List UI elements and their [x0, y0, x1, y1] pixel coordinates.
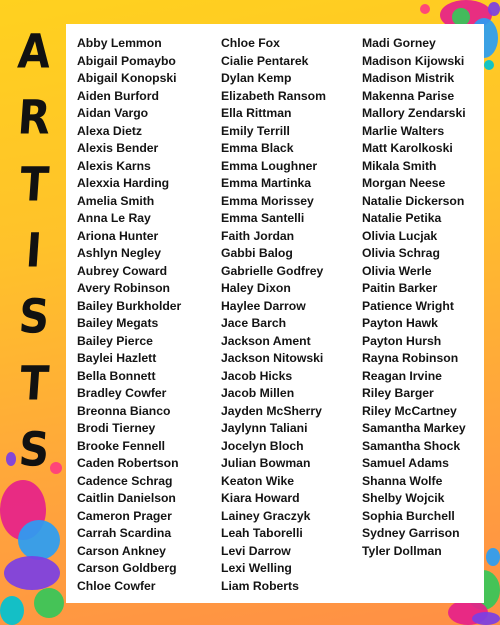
artist-name: Alexis Karns: [77, 158, 151, 173]
artist-name: Lexi Welling: [221, 561, 292, 575]
artist-name: Jackson Nitowski: [221, 351, 324, 365]
artist-name: Avery Robinson: [77, 281, 171, 295]
artist-name: Natalie Dickerson: [362, 193, 465, 208]
title-letter: I: [24, 222, 44, 278]
artist-name: Alexa Dietz: [77, 123, 143, 138]
artists-title: [12, 26, 56, 476]
names-column-2: [221, 35, 326, 595]
artist-name: Abigail Konopski: [77, 71, 177, 85]
artist-name: Abigail Pomaybo: [77, 53, 176, 68]
artist-name: Olivia Lucjak: [362, 228, 438, 243]
artist-name: Emma Martinka: [221, 176, 312, 190]
artist-name: Riley McCartney: [362, 403, 457, 418]
artist-name: Jacob Millen: [221, 386, 295, 400]
artist-name: Ella Rittman: [221, 106, 292, 120]
artist-name: Paitin Barker: [362, 281, 438, 295]
artist-name: Caitlin Danielson: [77, 491, 176, 505]
artist-name: Sydney Garrison: [362, 526, 460, 540]
artist-name: Faith Jordan: [221, 228, 295, 243]
artist-name: Bradley Cowfer: [77, 386, 167, 400]
artist-name: Julian Bowman: [221, 456, 311, 470]
artist-name: Payton Hawk: [362, 316, 438, 330]
artist-name: Baylei Hazlett: [77, 351, 157, 365]
artist-name: Emily Terrill: [221, 123, 290, 138]
title-letter: S: [16, 421, 52, 477]
artist-name: Samantha Shock: [362, 438, 461, 453]
artist-name: Tyler Dollman: [362, 543, 442, 558]
artist-name: Mallory Zendarski: [362, 106, 466, 120]
artist-name: Madison Kijowski: [362, 53, 465, 68]
artist-name: Levi Darrow: [221, 543, 291, 558]
artist-name: Aidan Vargo: [77, 106, 149, 120]
artist-name: Emma Loughner: [221, 158, 318, 173]
artist-name: Patience Wright: [362, 298, 454, 313]
artist-name: Elizabeth Ransom: [221, 88, 326, 103]
artist-name: Amelia Smith: [77, 193, 155, 208]
title-letter: R: [15, 90, 53, 146]
artist-name: Carrah Scardina: [77, 526, 172, 540]
artist-name: Cameron Prager: [77, 508, 172, 523]
artist-name: Morgan Neese: [362, 176, 446, 190]
artist-name: Abby Lemmon: [77, 36, 162, 50]
artist-name: Brodi Tierney: [77, 421, 156, 435]
artist-name: Dylan Kemp: [221, 71, 292, 85]
artist-name: Jayden McSherry: [221, 403, 322, 418]
artist-name: Liam Roberts: [221, 578, 299, 593]
artist-name: Jaylynn Taliani: [221, 421, 308, 435]
title-letter: A: [15, 24, 53, 79]
title-letter: T: [17, 355, 51, 411]
names-column-1: [77, 35, 181, 595]
artist-name: Shanna Wolfe: [362, 473, 443, 488]
artist-name: Marlie Walters: [362, 123, 445, 138]
artist-name: Samuel Adams: [362, 456, 449, 470]
artist-name: Breonna Bianco: [77, 403, 171, 418]
artist-name: Keaton Wike: [221, 473, 295, 488]
artist-name: Shelby Wojcik: [362, 491, 445, 505]
artist-name: Carson Goldberg: [77, 561, 177, 575]
artist-name: Emma Santelli: [221, 211, 305, 225]
artist-name: Gabbi Balog: [221, 246, 293, 260]
artist-name: Bailey Pierce: [77, 333, 153, 348]
artist-name: Cialie Pentarek: [221, 53, 309, 68]
artist-name: Jocelyn Bloch: [221, 438, 304, 453]
artist-name: Emma Morissey: [221, 193, 314, 208]
artist-name: Leah Taborelli: [221, 526, 303, 540]
names-column-3: [362, 35, 466, 560]
title-letter: T: [17, 156, 51, 212]
artist-name: Bailey Megats: [77, 316, 159, 330]
artist-name: Reagan Irvine: [362, 368, 442, 383]
artist-name: Caden Robertson: [77, 456, 179, 470]
artist-name: Payton Hursh: [362, 333, 442, 348]
artist-name: Aubrey Coward: [77, 263, 168, 278]
artist-name: Aiden Burford: [77, 88, 159, 103]
artist-name: Makenna Parise: [362, 88, 455, 103]
artist-name: Ariona Hunter: [77, 228, 159, 243]
artist-name: Jace Barch: [221, 316, 287, 330]
artist-name: Haley Dixon: [221, 281, 291, 295]
artist-name: Anna Le Ray: [77, 211, 151, 225]
artist-name: Olivia Werle: [362, 263, 432, 278]
artist-name: Bailey Burkholder: [77, 298, 182, 313]
artist-name: Madison Mistrik: [362, 71, 455, 85]
artist-name: Chloe Fox: [221, 36, 280, 50]
artist-name: Kiara Howard: [221, 491, 300, 505]
artist-name: Alexxia Harding: [77, 176, 170, 190]
artist-name: Alexis Bender: [77, 141, 159, 155]
artist-name: Gabrielle Godfrey: [221, 263, 324, 278]
title-letter: S: [16, 289, 52, 345]
artist-name: Sophia Burchell: [362, 508, 455, 523]
artist-name: Madi Gorney: [362, 36, 436, 50]
artist-name: Emma Black: [221, 141, 294, 155]
artist-name: Jacob Hicks: [221, 368, 293, 383]
artist-name: Rayna Robinson: [362, 351, 459, 365]
artist-name: Matt Karolkoski: [362, 141, 453, 155]
artist-name: Cadence Schrag: [77, 473, 173, 488]
artist-name: Chloe Cowfer: [77, 578, 156, 593]
artist-name: Natalie Petika: [362, 211, 442, 225]
artist-name: Bella Bonnett: [77, 368, 156, 383]
artist-name: Jackson Ament: [221, 333, 311, 348]
artist-name: Mikala Smith: [362, 158, 437, 173]
artist-name: Riley Barger: [362, 386, 434, 400]
artist-name: Carson Ankney: [77, 543, 166, 558]
artist-name: Olivia Schrag: [362, 246, 440, 260]
artist-name: Samantha Markey: [362, 421, 466, 435]
artist-name: Lainey Graczyk: [221, 508, 311, 523]
artist-name: Ashlyn Negley: [77, 246, 161, 260]
artist-name: Brooke Fennell: [77, 438, 166, 453]
artist-name: Haylee Darrow: [221, 298, 306, 313]
